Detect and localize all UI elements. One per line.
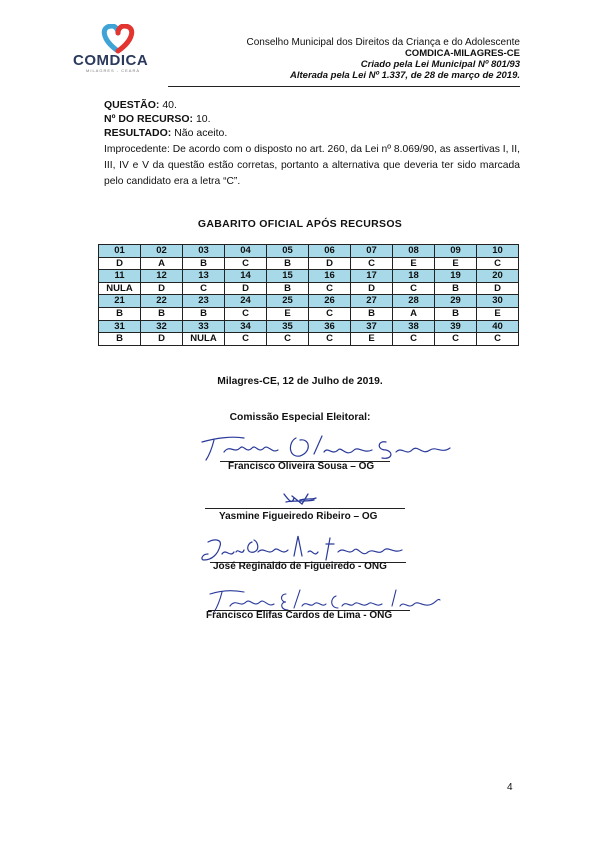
answer-cell: C bbox=[393, 282, 435, 295]
answer-cell: C bbox=[183, 282, 225, 295]
answer-cell: D bbox=[225, 282, 267, 295]
answer-cell: C bbox=[225, 257, 267, 270]
question-number-row bbox=[99, 245, 519, 258]
answer-cell: E bbox=[477, 307, 519, 320]
question-number-cell: 33 bbox=[183, 320, 225, 333]
resultado-value: Não aceito. bbox=[174, 127, 228, 139]
question-number-cell: 30 bbox=[477, 295, 519, 308]
answer-cell: E bbox=[435, 257, 477, 270]
question-number-cell: 14 bbox=[225, 270, 267, 283]
question-number-cell: 24 bbox=[225, 295, 267, 308]
answer-cell: B bbox=[351, 307, 393, 320]
gabarito-table bbox=[98, 244, 519, 346]
question-number-cell: 40 bbox=[477, 320, 519, 333]
justificativa-paragraph: Improcedente: De acordo com o disposto no art. 260, da Lei nº 8.069/90, as assertivas I, II, III, IV e V da questão estão corretas, portanto a alternativa que deveria ter sido marcada pelo candidato era a letra “C”. bbox=[104, 144, 520, 187]
question-number-cell: 37 bbox=[351, 320, 393, 333]
signatory-name-3: José Reginaldo de Figueiredo - ONG bbox=[213, 561, 387, 572]
answer-cell: D bbox=[351, 282, 393, 295]
question-number-cell: 09 bbox=[435, 245, 477, 258]
questao-label: QUESTÃO: bbox=[104, 99, 160, 111]
question-number-cell: 16 bbox=[309, 270, 351, 283]
answer-cell: C bbox=[435, 333, 477, 346]
answer-cell: E bbox=[351, 333, 393, 346]
answer-row bbox=[99, 307, 519, 320]
answer-cell: B bbox=[99, 333, 141, 346]
answer-cell: NULA bbox=[183, 333, 225, 346]
question-number-cell: 13 bbox=[183, 270, 225, 283]
question-number-cell: 19 bbox=[435, 270, 477, 283]
question-number-cell: 17 bbox=[351, 270, 393, 283]
questao-value: 40. bbox=[162, 99, 177, 111]
answer-cell: D bbox=[141, 333, 183, 346]
question-number-row bbox=[99, 270, 519, 283]
answer-cell: B bbox=[183, 307, 225, 320]
numero-recurso-label: Nº DO RECURSO: bbox=[104, 113, 194, 125]
header-created-by-law: Criado pela Lei Municipal Nº 801/93 bbox=[360, 59, 520, 70]
answer-cell: NULA bbox=[99, 282, 141, 295]
question-number-cell: 23 bbox=[183, 295, 225, 308]
answer-cell: D bbox=[477, 282, 519, 295]
page-number: 4 bbox=[507, 782, 513, 793]
answer-cell: C bbox=[309, 333, 351, 346]
question-number-cell: 12 bbox=[141, 270, 183, 283]
numero-recurso-line bbox=[104, 113, 211, 125]
question-number-row bbox=[99, 295, 519, 308]
answer-cell: E bbox=[267, 307, 309, 320]
signatory-name-2: Yasmine Figueiredo Ribeiro – OG bbox=[219, 511, 378, 522]
question-number-cell: 26 bbox=[309, 295, 351, 308]
question-number-cell: 32 bbox=[141, 320, 183, 333]
answer-cell: B bbox=[183, 257, 225, 270]
answer-cell: A bbox=[141, 257, 183, 270]
signature-francisco-oliveira-sousa bbox=[196, 430, 456, 464]
answer-cell: B bbox=[267, 257, 309, 270]
answer-cell: C bbox=[477, 257, 519, 270]
question-number-cell: 01 bbox=[99, 245, 141, 258]
question-number-cell: 11 bbox=[99, 270, 141, 283]
question-number-cell: 39 bbox=[435, 320, 477, 333]
answer-cell: D bbox=[309, 257, 351, 270]
answer-row bbox=[99, 257, 519, 270]
answer-cell: C bbox=[309, 282, 351, 295]
answer-cell: C bbox=[477, 333, 519, 346]
gabarito-title: GABARITO OFICIAL APÓS RECURSOS bbox=[197, 218, 403, 230]
header-acronym: COMDICA-MILAGRES-CE bbox=[404, 48, 520, 59]
signatory-name-4: Francisco Elifas Cardos de Lima - ONG bbox=[206, 610, 393, 621]
signatory-name-1: Francisco Oliveira Sousa – OG bbox=[228, 461, 375, 472]
question-number-cell: 03 bbox=[183, 245, 225, 258]
question-number-cell: 05 bbox=[267, 245, 309, 258]
answer-row bbox=[99, 333, 519, 346]
answer-cell: E bbox=[393, 257, 435, 270]
logo-wordmark: COMDICA bbox=[73, 52, 149, 69]
place-date: Milagres-CE, 12 de Julho de 2019. bbox=[217, 376, 383, 387]
answer-cell: C bbox=[267, 333, 309, 346]
question-number-cell: 34 bbox=[225, 320, 267, 333]
header-divider bbox=[168, 86, 520, 87]
question-number-cell: 07 bbox=[351, 245, 393, 258]
numero-recurso-value: 10. bbox=[195, 113, 211, 125]
answer-cell: C bbox=[393, 333, 435, 346]
answer-cell: C bbox=[309, 307, 351, 320]
question-number-cell: 10 bbox=[477, 245, 519, 258]
question-number-cell: 28 bbox=[393, 295, 435, 308]
header-council-name: Conselho Municipal dos Direitos da Criança e do Adolescente bbox=[246, 37, 520, 48]
resultado-label: RESULTADO: bbox=[104, 127, 172, 139]
question-number-cell: 38 bbox=[393, 320, 435, 333]
resultado-line bbox=[104, 127, 227, 139]
question-number-cell: 04 bbox=[225, 245, 267, 258]
commission-title: Comissão Especial Eleitoral: bbox=[229, 412, 371, 423]
question-number-cell: 15 bbox=[267, 270, 309, 283]
answer-cell: B bbox=[141, 307, 183, 320]
signature-line-2 bbox=[205, 508, 405, 509]
answer-cell: B bbox=[435, 282, 477, 295]
answer-cell: C bbox=[225, 307, 267, 320]
question-number-cell: 31 bbox=[99, 320, 141, 333]
question-number-row bbox=[99, 320, 519, 333]
answer-cell: D bbox=[99, 257, 141, 270]
signature-yasmine-figueiredo-ribeiro bbox=[280, 488, 320, 510]
question-number-cell: 21 bbox=[99, 295, 141, 308]
question-number-cell: 36 bbox=[309, 320, 351, 333]
question-number-cell: 18 bbox=[393, 270, 435, 283]
question-number-cell: 25 bbox=[267, 295, 309, 308]
header-amended-by-law: Alterada pela Lei Nº 1.337, de 28 de março de 2019. bbox=[290, 70, 520, 81]
question-number-cell: 20 bbox=[477, 270, 519, 283]
question-number-cell: 27 bbox=[351, 295, 393, 308]
question-number-cell: 35 bbox=[267, 320, 309, 333]
question-number-cell: 06 bbox=[309, 245, 351, 258]
question-number-cell: 02 bbox=[141, 245, 183, 258]
logo-subtext: MILAGRES - CEARÁ bbox=[86, 68, 141, 73]
answer-cell: C bbox=[351, 257, 393, 270]
answer-row bbox=[99, 282, 519, 295]
question-number-cell: 08 bbox=[393, 245, 435, 258]
answer-cell: D bbox=[141, 282, 183, 295]
answer-cell: B bbox=[267, 282, 309, 295]
answer-cell: B bbox=[99, 307, 141, 320]
question-number-cell: 22 bbox=[141, 295, 183, 308]
answer-cell: C bbox=[225, 333, 267, 346]
questao-line bbox=[104, 99, 177, 111]
answer-cell: A bbox=[393, 307, 435, 320]
answer-cell: B bbox=[435, 307, 477, 320]
question-number-cell: 29 bbox=[435, 295, 477, 308]
